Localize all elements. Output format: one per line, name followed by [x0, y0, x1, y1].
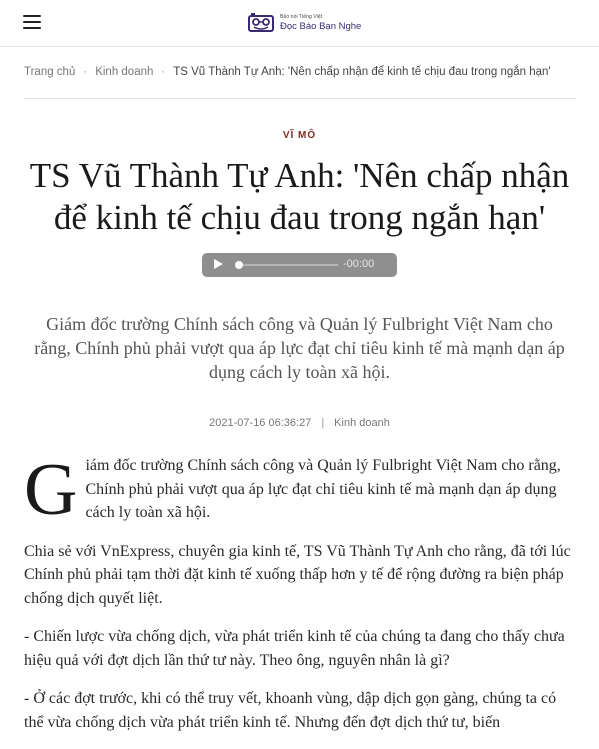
- logo-glasses-icon: [247, 12, 275, 34]
- article-title: TS Vũ Thành Tự Anh: 'Nên chấp nhận để kinh tế chịu đau trong ngắn hạn': [29, 156, 570, 237]
- breadcrumb-separator: ·: [161, 66, 166, 78]
- first-paragraph-text: iám đốc trường Chính sách công và Quản lý Fulbright Việt Nam cho rằng, Chính phủ phải vượt qua áp lực đạt chỉ tiêu kinh tế mà mạnh dạn áp dụng cách ly toàn xã hội.: [85, 457, 561, 521]
- breadcrumb-section[interactable]: Kinh doanh: [95, 66, 154, 78]
- logo-tagline: Báo nói Tiếng Việt: [280, 13, 323, 20]
- site-logo[interactable]: [247, 11, 361, 35]
- top-bar: [0, 0, 599, 47]
- breadcrumb-separator: ·: [83, 66, 88, 78]
- article-body: [24, 449, 576, 749]
- meta-separator: |: [321, 417, 325, 429]
- article-meta: [0, 417, 599, 429]
- hamburger-menu-icon[interactable]: [23, 15, 41, 29]
- article-category[interactable]: VĨ MÔ: [282, 130, 317, 141]
- article-paragraph: [24, 449, 576, 531]
- breadcrumb-home[interactable]: Trang chủ: [24, 66, 76, 78]
- article-paragraph: Chia sẻ với VnExpress, chuyên gia kinh tế, TS Vũ Thành Tự Anh cho rằng, đã tới lúc Chính phủ phải tạm thời đặt kinh tế xuống thấp hơn y tế để rộng đường ra biện pháp chống dịch quyết liệt.: [24, 542, 571, 607]
- article-sapo: Giám đốc trường Chính sách công và Quản lý Fulbright Việt Nam cho rằng, Chính phủ phải vượt qua áp lực đạt chỉ tiêu kinh tế mà mạnh dạn áp dụng cách ly toàn xã hội.: [34, 314, 565, 382]
- breadcrumb-current: TS Vũ Thành Tự Anh: 'Nên chấp nhận để kinh tế chịu đau trong ngắn hạn': [173, 66, 551, 78]
- article-datetime: 2021-07-16 06:36:27: [209, 417, 312, 429]
- logo-name: Đọc Báo Bạn Nghe: [280, 20, 362, 32]
- breadcrumb: [24, 66, 579, 78]
- divider: [24, 98, 576, 99]
- drop-cap: G: [24, 449, 78, 531]
- audio-progress-track[interactable]: [238, 264, 338, 266]
- article-paragraph: - Ở các đợt trước, khi có thể truy vết, khoanh vùng, dập dịch gọn gàng, chúng ta có thể vừa chống dịch vừa phát triển kinh tế. Nhưng đến đợt dịch thứ tư, biến: [24, 690, 557, 731]
- article-paragraph: - Chiến lược vừa chống dịch, vừa phát triển kinh tế của chúng ta đang cho thấy chưa hiệu quả với đợt dịch lần thứ tư này. Theo ông, nguyên nhân là gì?: [24, 628, 565, 669]
- play-icon[interactable]: [214, 259, 223, 269]
- audio-time: -00:00: [343, 258, 375, 270]
- audio-progress-handle[interactable]: [235, 261, 243, 269]
- article-section[interactable]: Kinh doanh: [334, 417, 390, 429]
- audio-player: [202, 253, 397, 277]
